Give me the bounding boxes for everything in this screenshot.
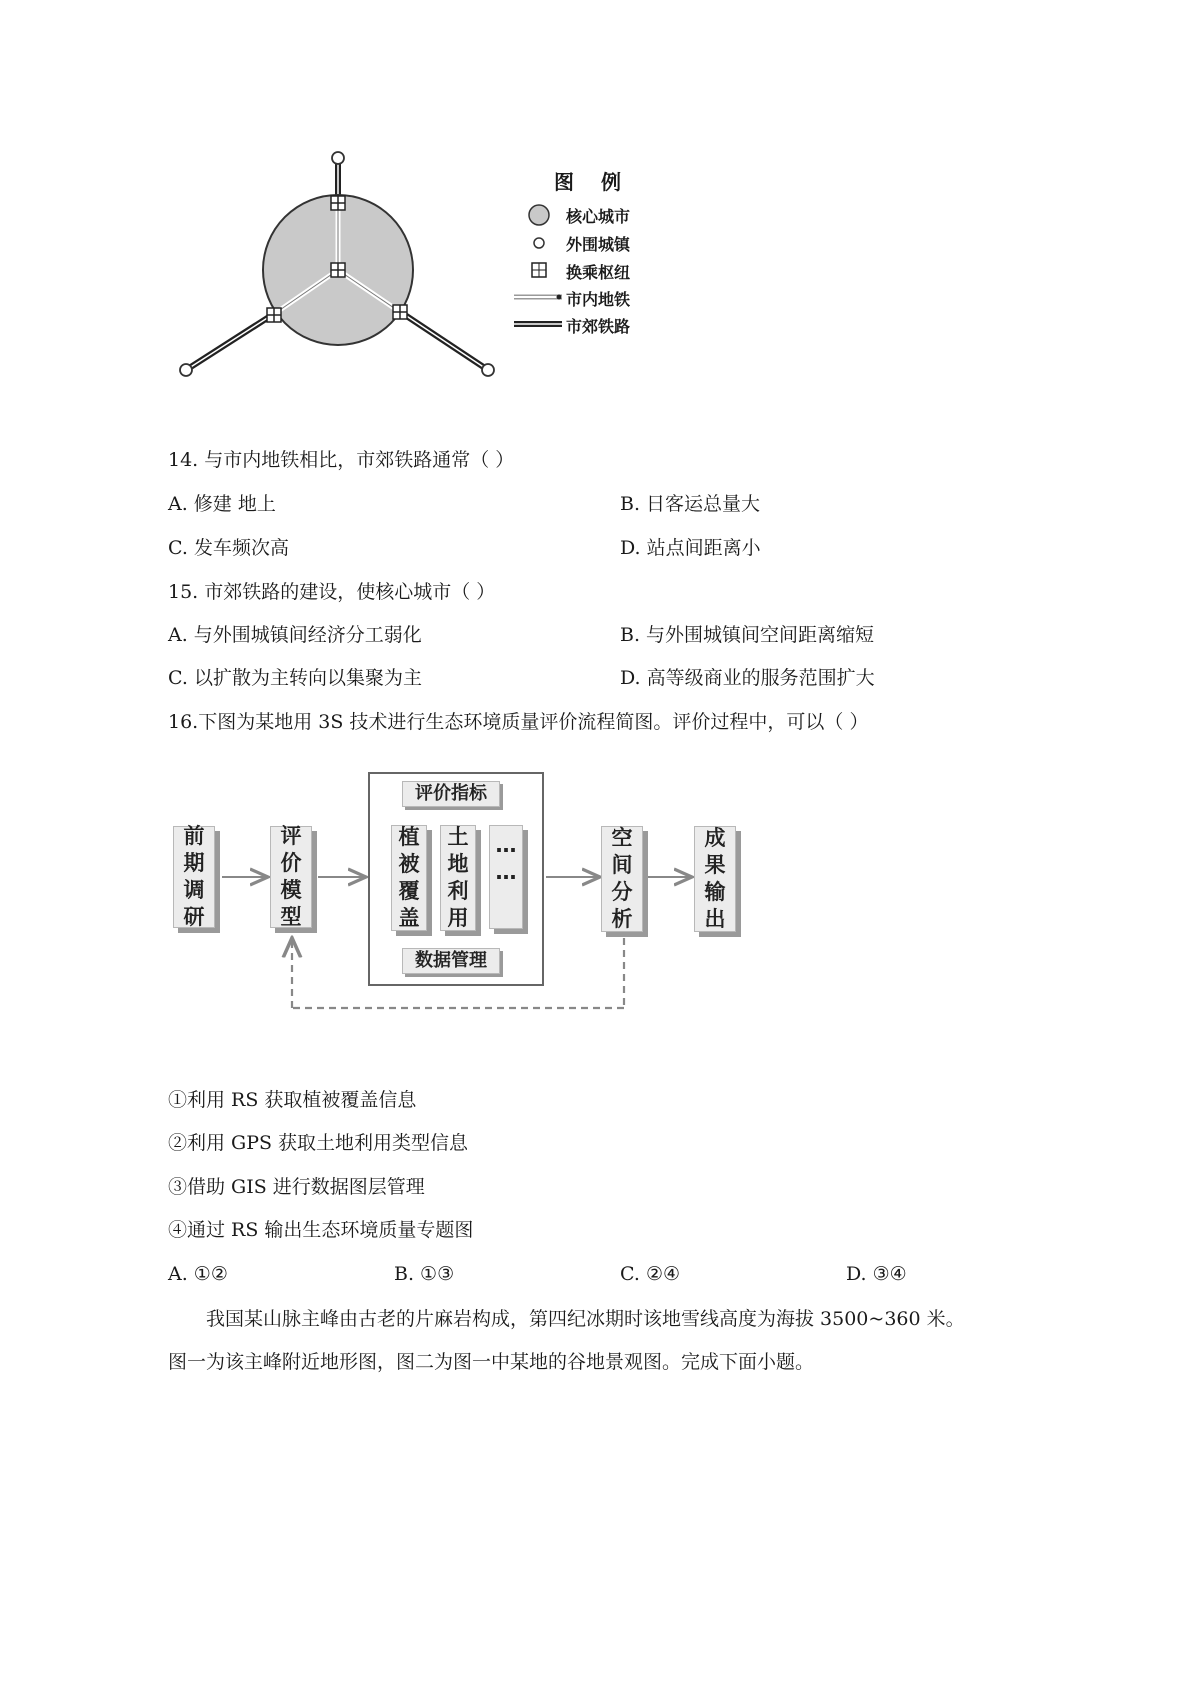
legend-title: 图 例 [554,170,631,194]
q16-statement-4: ④通过 RS 输出生态环境质量专题图 [168,1219,474,1241]
q16-statement-3: ③借助 GIS 进行数据图层管理 [168,1176,425,1198]
ellipsis-1: … [495,833,517,857]
q14-stem: 14. 与市内地铁相比，市郊铁路通常（ ） [168,449,515,471]
output-char-3: 输 [704,880,726,904]
land-use-char-3: 利 [447,879,469,903]
early-research-char-3: 调 [183,878,205,902]
q14-option-b[interactable]: B. 日客运总量大 [620,493,761,515]
vegetation-char-2: 被 [398,852,420,876]
q14-option-d[interactable]: D. 站点间距离小 [620,537,761,559]
box-land-use [440,825,476,931]
legend-label-peripheral-town: 外围城镇 [566,235,631,254]
q16-option-c[interactable]: C. ②④ [620,1263,681,1285]
passage-line-2: 图一为该主峰附近地形图，图二为图一中某地的谷地景观图。完成下面小题。 [168,1351,815,1373]
q15-stem: 15. 市郊铁路的建设，使核心城市（ ） [168,581,496,603]
q14-option-a[interactable]: A. 修建 地上 [168,493,276,515]
suburban-railway-line-icon [512,317,564,331]
box-evaluation-model [270,826,312,928]
spatial-analysis-char-1: 空 [611,826,633,850]
q16-statement-1: ①利用 RS 获取植被覆盖信息 [168,1089,417,1111]
q15-option-c[interactable]: C. 以扩散为主转向以集聚为主 [168,667,422,689]
spatial-analysis-char-2: 间 [611,853,633,877]
core-city-icon [527,203,551,227]
eval-model-char-4: 型 [280,905,302,929]
land-use-char-4: 用 [447,906,469,930]
peripheral-town-icon [530,234,548,252]
early-research-char-2: 期 [183,851,205,875]
eval-model-char-3: 模 [280,878,302,902]
box-evaluation-index: 评价指标 [402,781,500,807]
box-ellipsis [489,825,523,929]
box-spatial-analysis [601,826,643,932]
vegetation-char-4: 盖 [398,906,420,930]
q14-option-c[interactable]: C. 发车频次高 [168,537,289,559]
eval-model-char-2: 价 [280,851,302,875]
legend-label-suburban-railway: 市郊铁路 [566,317,631,336]
land-use-char-2: 地 [447,852,469,876]
eval-model-char-1: 评 [280,824,302,848]
ellipsis-2: … [495,860,517,884]
q16-option-a[interactable]: A. ①② [168,1263,228,1285]
transfer-hub-icon [531,262,547,278]
q15-option-d[interactable]: D. 高等级商业的服务范围扩大 [620,667,875,689]
spatial-analysis-char-4: 析 [611,907,633,931]
legend-label-transfer-hub: 换乘枢纽 [566,263,631,282]
q16-option-b[interactable]: B. ①③ [394,1263,455,1285]
box-vegetation-cover [391,825,427,931]
box-data-management: 数据管理 [402,948,500,974]
output-char-1: 成 [704,826,726,850]
early-research-char-4: 研 [183,905,205,929]
land-use-char-1: 土 [447,825,469,849]
vegetation-char-1: 植 [398,825,420,849]
metro-map-figure [170,150,530,420]
urban-subway-line-icon [512,290,564,304]
box-early-research [173,826,215,928]
q15-option-a[interactable]: A. 与外围城镇间经济分工弱化 [168,624,422,646]
vegetation-char-3: 覆 [398,879,420,903]
passage-line-1: 我国某山脉主峰由古老的片麻岩构成，第四纪冰期时该地雪线高度为海拔 3500~360 米。 [206,1308,965,1330]
early-research-char-1: 前 [183,824,205,848]
q15-option-b[interactable]: B. 与外围城镇间空间距离缩短 [620,624,875,646]
q16-option-d[interactable]: D. ③④ [846,1263,907,1285]
spatial-analysis-char-3: 分 [611,880,633,904]
box-result-output [694,826,736,932]
q16-stem: 16.下图为某地用 3S 技术进行生态环境质量评价流程简图。评价过程中，可以（ ） [168,711,869,733]
legend-label-urban-subway: 市内地铁 [566,290,631,309]
output-char-4: 出 [704,907,726,931]
legend-label-core-city: 核心城市 [566,207,631,226]
output-char-2: 果 [704,853,726,877]
q16-statement-2: ②利用 GPS 获取土地利用类型信息 [168,1132,469,1154]
